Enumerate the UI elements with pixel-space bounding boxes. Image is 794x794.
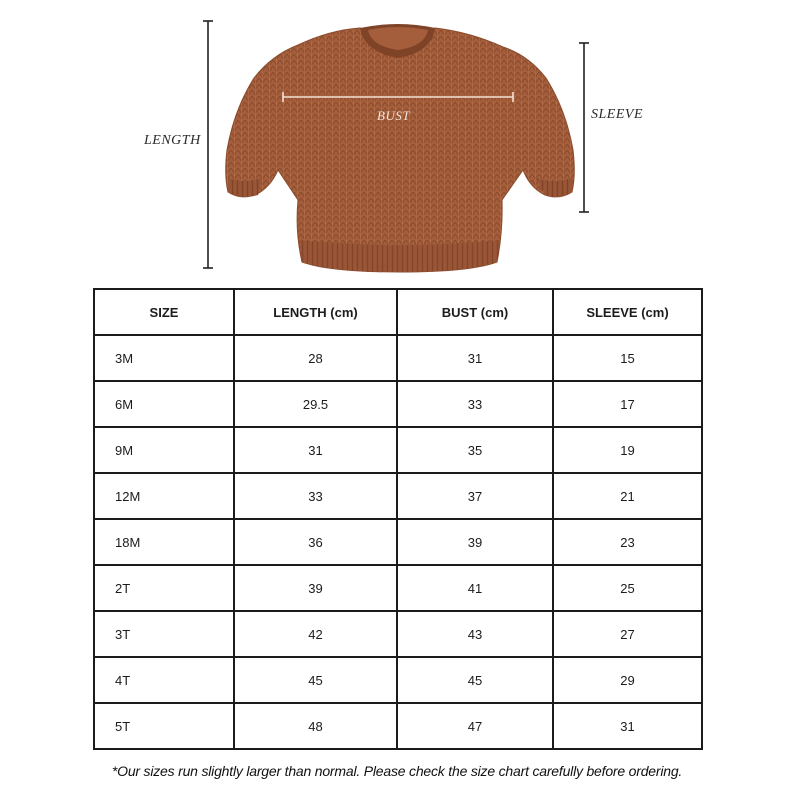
sleeve-cell: 31 [553, 703, 702, 749]
length-cell: 28 [234, 335, 397, 381]
length-cell: 36 [234, 519, 397, 565]
table-row [94, 657, 702, 703]
bust-cell: 39 [397, 519, 553, 565]
size-cell: 12M [94, 473, 234, 519]
length-cell: 31 [234, 427, 397, 473]
bust-cell: 45 [397, 657, 553, 703]
sweater-body [226, 28, 575, 272]
size-chart-table [93, 288, 703, 750]
sleeve-cell: 23 [553, 519, 702, 565]
bust-cell: 47 [397, 703, 553, 749]
bust-cell: 31 [397, 335, 553, 381]
header-size: SIZE [94, 289, 234, 335]
table-row [94, 427, 702, 473]
table-header-row [94, 289, 702, 335]
size-cell: 3T [94, 611, 234, 657]
size-cell: 6M [94, 381, 234, 427]
sleeve-cell: 29 [553, 657, 702, 703]
table-row [94, 703, 702, 749]
bust-cell: 35 [397, 427, 553, 473]
sleeve-label: SLEEVE [591, 107, 643, 122]
length-cell: 39 [234, 565, 397, 611]
sweater-illustration [0, 0, 794, 285]
bust-cell: 33 [397, 381, 553, 427]
length-cell: 33 [234, 473, 397, 519]
bust-cell: 37 [397, 473, 553, 519]
sleeve-cell: 15 [553, 335, 702, 381]
sleeve-cell: 19 [553, 427, 702, 473]
length-cell: 42 [234, 611, 397, 657]
sweater-diagram [0, 0, 794, 285]
sleeve-cell: 21 [553, 473, 702, 519]
header-bust: BUST (cm) [397, 289, 553, 335]
size-cell: 4T [94, 657, 234, 703]
length-cell: 29.5 [234, 381, 397, 427]
sleeve-cell: 27 [553, 611, 702, 657]
size-cell: 3M [94, 335, 234, 381]
size-cell: 2T [94, 565, 234, 611]
table-row [94, 473, 702, 519]
length-label: LENGTH [144, 133, 201, 148]
length-cell: 48 [234, 703, 397, 749]
table-row [94, 381, 702, 427]
sleeve-cell: 25 [553, 565, 702, 611]
header-length: LENGTH (cm) [234, 289, 397, 335]
table-row [94, 565, 702, 611]
bust-label: BUST [377, 108, 411, 123]
size-cell: 9M [94, 427, 234, 473]
size-cell: 18M [94, 519, 234, 565]
sleeve-cell: 17 [553, 381, 702, 427]
table-row [94, 335, 702, 381]
length-cell: 45 [234, 657, 397, 703]
size-cell: 5T [94, 703, 234, 749]
bust-cell: 43 [397, 611, 553, 657]
table-row [94, 519, 702, 565]
bust-cell: 41 [397, 565, 553, 611]
size-disclaimer-note: *Our sizes run slightly larger than normal. Please check the size chart carefully before ordering. [111, 763, 683, 779]
table-row [94, 611, 702, 657]
header-sleeve: SLEEVE (cm) [553, 289, 702, 335]
